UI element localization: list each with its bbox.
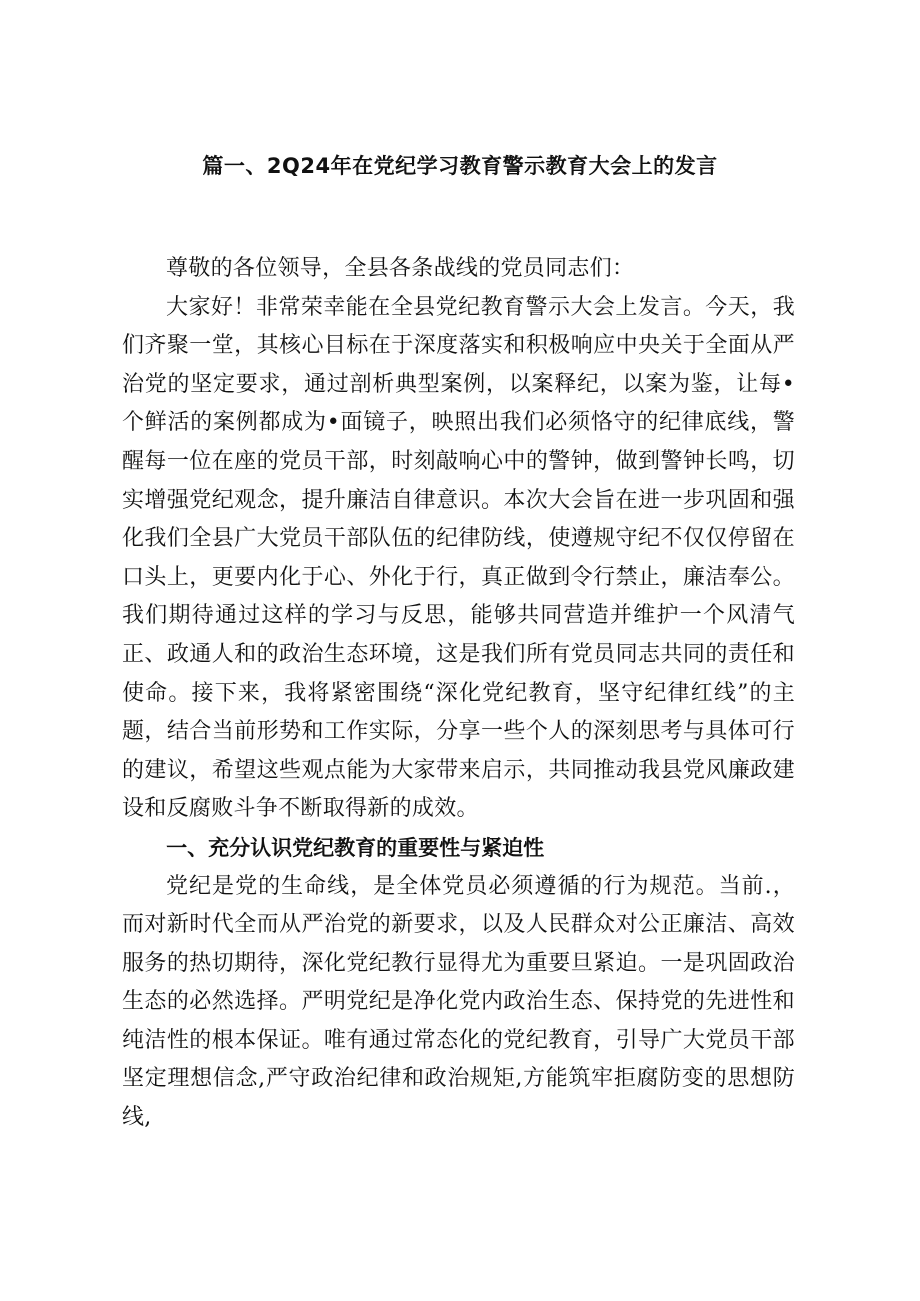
document-body [122,250,795,1138]
intro-paragraph: 大家好！非常荣幸能在全县党纪教育警示大会上发言。今天，我们齐聚一堂，其核心目标在于深度落实和积极响应中央关于全面从严治党的坚定要求，通过剖析典型案例，以案释纪，以案为鉴，让每•个鲜活的案例都成为•面镜子，映照出我们必须恪守的纪律底线，警醒每一位在座的党员干部，时刻敲响心中的警钟，做到警钟长鸣，切实增强党纪观念，提升廉洁自律意识。本次大会旨在进一步巩固和强化我们全县广大党员干部队伍的纪律防线，使遵规守纪不仅仅停留在口头上，更要内化于心、外化于行，真正做到令行禁止，廉洁奉公。我们期待通过这样的学习与反思，能够共同营造并维护一个风清气正、政通人和的政治生态环境，这是我们所有党员同志共同的责任和使命。接下来，我将紧密围绕“深化党纪教育，坚守纪律红线”的主题，结合当前形势和工作实际，分享一些个人的深刻思考与具体可行的建议，希望这些观点能为大家带来启示，共同推动我县党风廉政建设和反腐败斗争不断取得新的成效。 [122,294,795,822]
document-title: 篇一、2Q24年在党纪学习教育警示教育大会上的发言 [202,154,718,178]
salutation: 尊敬的各位领导，全县各条战线的党员同志们： [166,256,635,281]
section-paragraph: 党纪是党的生命线，是全体党员必须遵循的行为规范。当前.，而对新时代全而从严治党的新要求，以及人民群众对公正廉洁、高效服务的热切期待，深化党纪教行显得尤为重要旦紧迫。一是巩固政治生态的必然选择。严明党纪是净化党内政治生态、保持党的先进性和纯洁性的根本保证。唯有通过常态化的党纪教育，引导广大党员干部坚定理想信念,严守政治纪律和政治规矩,方能筑牢拒腐防变的思想防线, [122,873,795,1131]
section-heading: 一、充分认识党纪教育的重要性与紧迫性 [166,835,545,860]
